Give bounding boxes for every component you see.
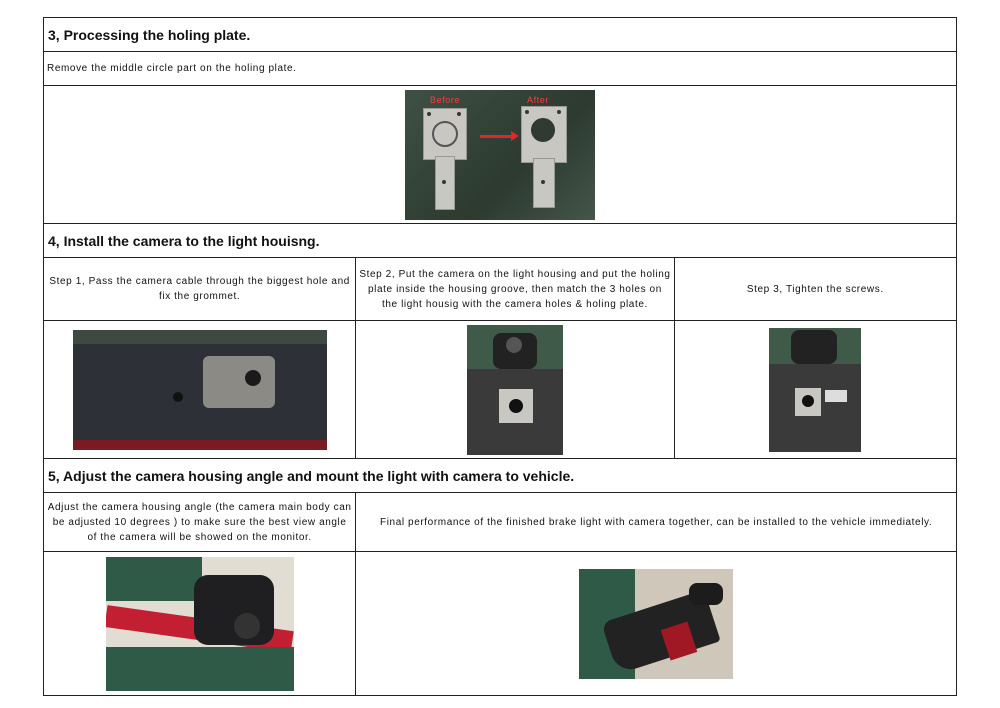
section-4-steps-row (43, 257, 957, 320)
angle-adjust-photo (106, 557, 294, 691)
arrow-icon (480, 135, 512, 138)
after-label: After (527, 94, 550, 105)
section-5-title: 5, Adjust the camera housing angle and mount the light with camera to vehicle. (43, 458, 957, 492)
step-2-text: Step 2, Put the camera on the light housing and put the holing plate inside the housing groove, then match the 3 holes on the light housig with the camera holes & holing plate. (356, 258, 674, 320)
section-3-instruction: Remove the middle circle part on the holing plate. (47, 63, 297, 74)
step-1-photo (73, 330, 327, 450)
section-5-photos-row (43, 551, 957, 696)
section-4-title: 4, Install the camera to the light houisng. (43, 223, 957, 257)
plate-before-circle (432, 121, 458, 147)
section-3-instruction-row (43, 51, 957, 85)
step-3-text: Step 3, Tighten the screws. (746, 283, 884, 295)
step-3-photo (769, 328, 861, 452)
before-label: Before (430, 94, 461, 105)
grommet (173, 392, 183, 402)
section-3-photo-row (43, 85, 957, 223)
finished-brake-light-photo (579, 569, 733, 679)
section-3-title: 3, Processing the holing plate. (43, 17, 957, 51)
plate-on-housing (203, 356, 275, 408)
step-1-text: Step 1, Pass the camera cable through the biggest hole and fix the grommet. (44, 258, 356, 320)
holing-plate-before-after-photo (405, 90, 595, 220)
final-performance-text: Final performance of the finished brake light with camera together, can be installed to the vehicle immediately. (380, 516, 933, 528)
label-sticker (825, 390, 847, 402)
camera-body-mounted (791, 330, 837, 364)
adjust-angle-text: Adjust the camera housing angle (the camera main body can be adjusted 10 degrees ) to make sure the best view angle of the camera will be showed on the monitor. (44, 493, 356, 551)
section-4-photos-row (43, 320, 957, 458)
plate-after-hole (531, 118, 555, 142)
mounted-camera (689, 583, 723, 605)
step-2-photo (467, 325, 563, 455)
camera-housing (194, 575, 274, 645)
section-5-text-row (43, 492, 957, 551)
instruction-document (43, 17, 957, 696)
